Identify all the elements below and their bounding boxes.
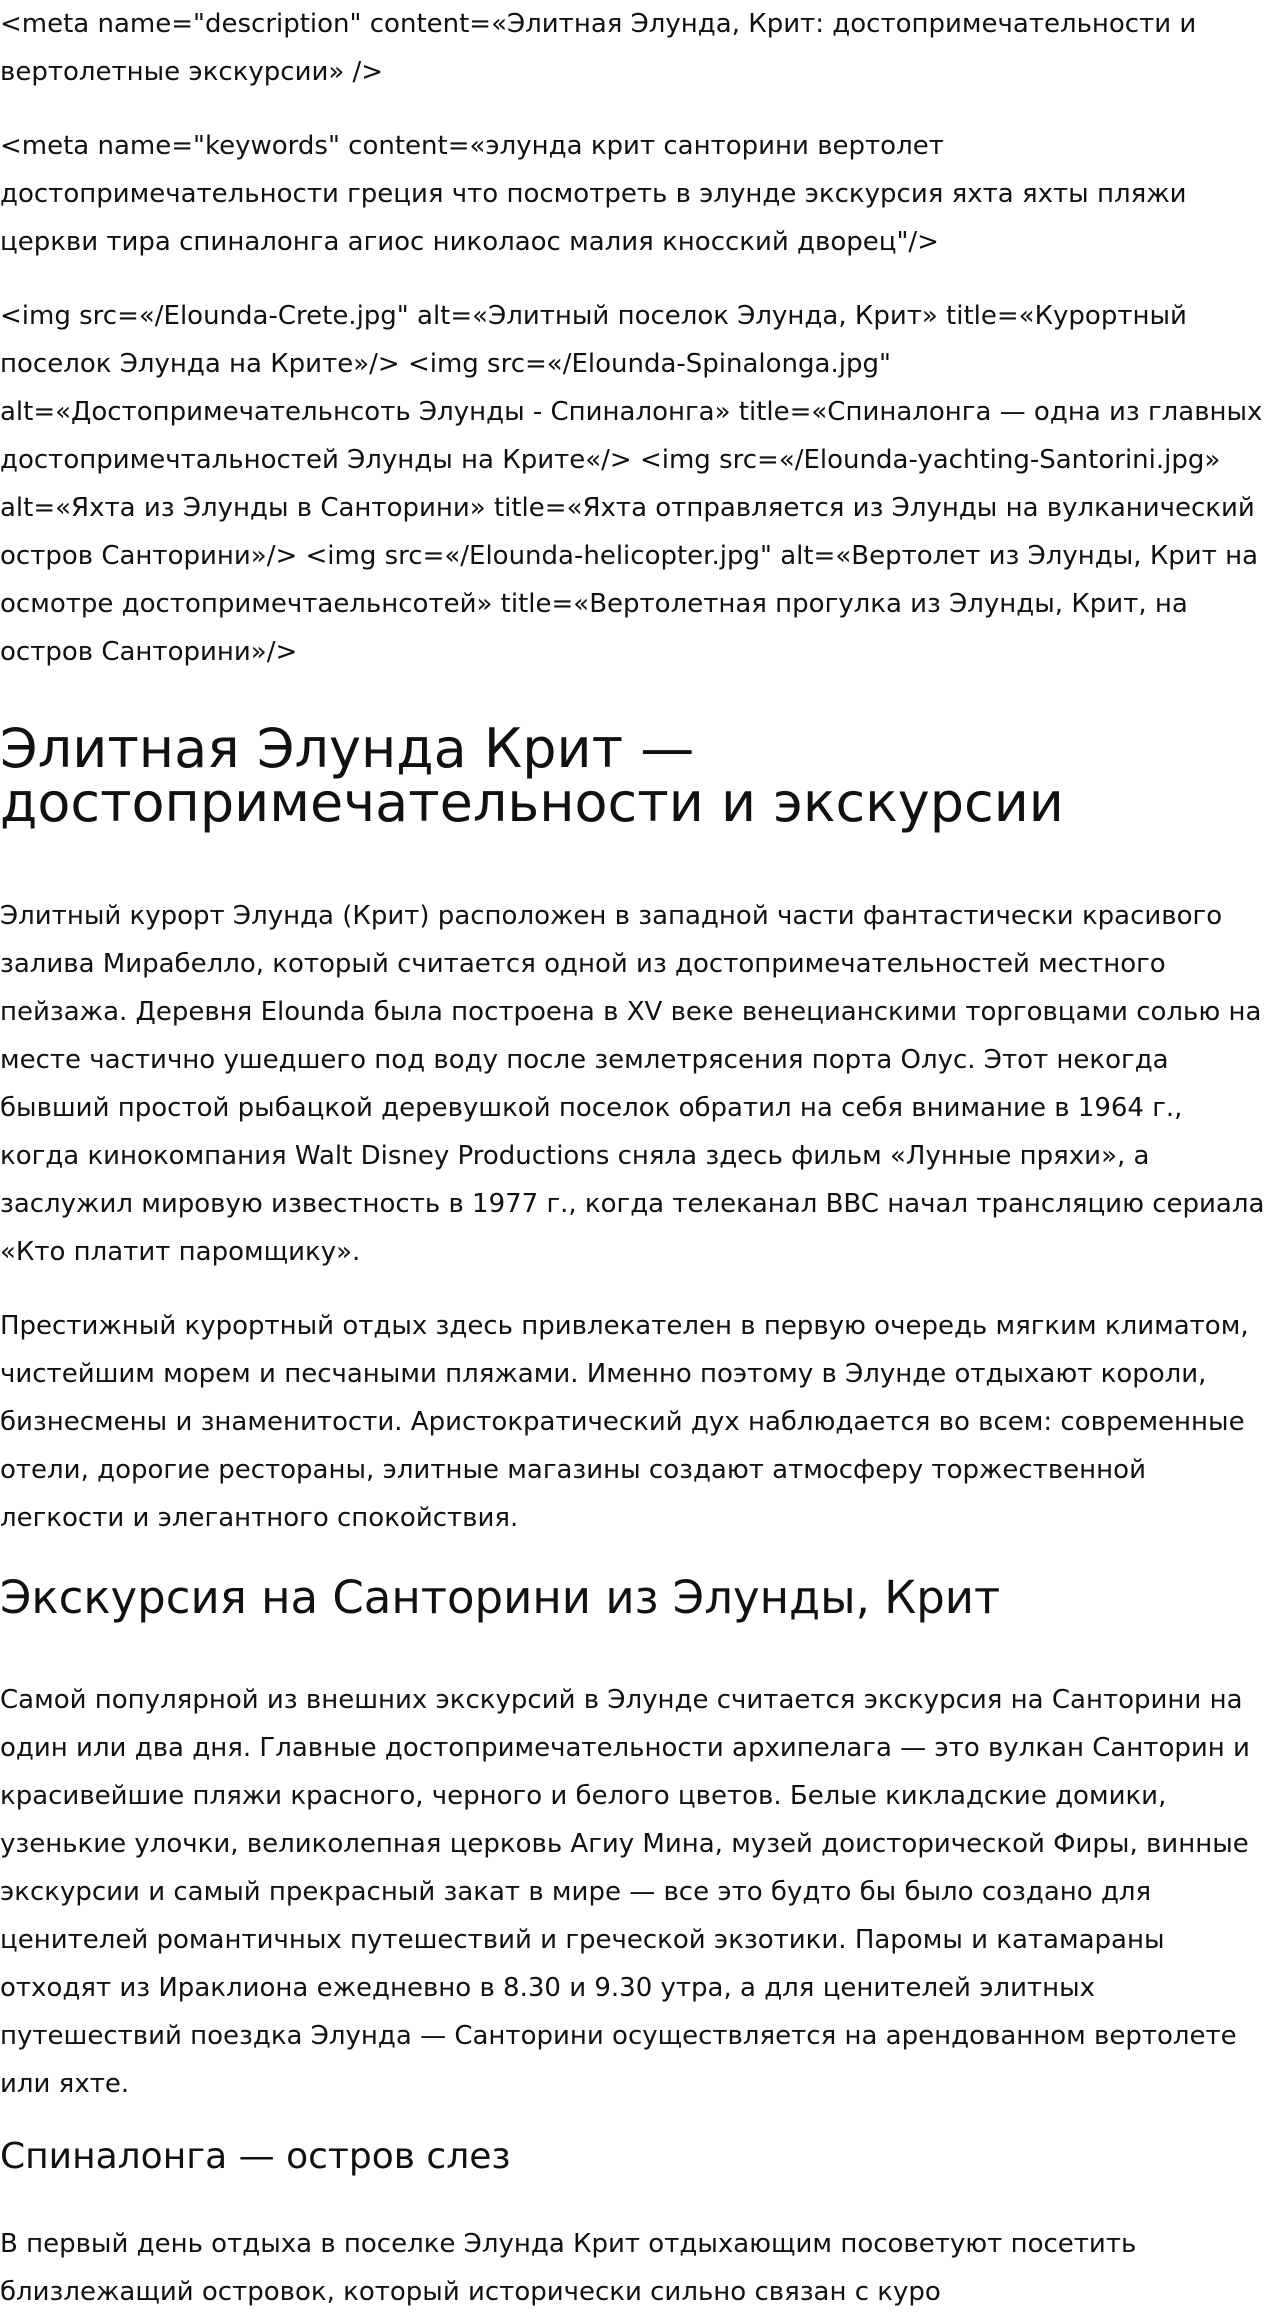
- intro-paragraph-1: Элитный курорт Элунда (Крит) расположен в западной части фантастически красивого залива Мирабелло, который считается одной из достопримечательностей местного пейзажа. Деревня Elounda была построена в XV веке венецианскими торговцами солью на месте частично ушедшего под воду после землетрясения порта Олус. Этот некогда бывший простой рыбацкой деревушкой поселок обратил на себя внимание в 1964 г., когда кинокомпания Walt Disney Productions сняла здесь фильм «Лунные пряхи», а заслужил мировую известность в 1977 г., когда телеканал BBC начал трансляцию сериала «Кто платит паромщику».: [0, 901, 1265, 1267]
- section-heading-spinalonga: Спиналонга — остров слез: [0, 2136, 511, 2177]
- spinalonga-paragraph: В первый день отдыха в поселке Элунда Крит отдыхающим посоветуют посетить близлежащий островок, который исторически сильно связан с куро: [0, 2229, 1137, 2307]
- section-heading-santorini: Экскурсия на Санторини из Элунды, Крит: [0, 1571, 1001, 1624]
- page-title: Элитная Элунда Крит — достопримечательности и экскурсии: [0, 717, 1064, 834]
- meta-keywords-code: <meta name="keywords" content=«элунда крит санторини вертолет достопримечательности греция что посмотреть в элунде экскурсия яхта яхты пляжи церкви тира спиналонга агиос николаос малия кносский дворец"/>: [0, 131, 1187, 257]
- intro-paragraph-2: Престижный курортный отдых здесь привлекателен в первую очередь мягким климатом, чистейшим морем и песчаными пляжами. Именно поэтому в Элунде отдыхают короли, бизнесмены и знаменитости. Аристократический дух наблюдается во всем: современные отели, дорогие рестораны, элитные магазины создают атмосферу торжественной легкости и элегантного спокойствия.: [0, 1311, 1249, 1533]
- img-tags-code: <img src=«/Elounda-Crete.jpg" alt=«Элитный поселок Элунда, Крит» title=«Курортный поселок Элунда на Крите»/> <img src=«/Elounda-Spinalonga.jpg" alt=«Достопримечательнсоть Элунды - Спиналонга» title=«Спиналонга — одна из главных достопримечтальностей Элунды на Крите«/> <img src=«/Elounda-yachting-Santorini.jpg» alt=«Яхта из Элунды в Санторини» title=«Яхта отправляется из Элунды на вулканический остров Санторини»/> <img src=«/Elounda-helicopter.jpg" alt=«Вертолет из Элунды, Крит на осмотре достопримечтаельнсотей» title=«Вертолетная прогулка из Элунды, Крит, на остров Санторини»/>: [0, 301, 1263, 667]
- meta-description-code: <meta name="description" content=«Элитная Элунда, Крит: достопримечательности и вертолетные экскурсии» />: [0, 9, 1197, 87]
- santorini-paragraph: Самой популярной из внешних экскурсий в Элунде считается экскурсия на Санторини на один или два дня. Главные достопримечательности архипелага — это вулкан Санторин и красивейшие пляжи красного, черного и белого цветов. Белые кикладские домики, узенькие улочки, великолепная церковь Агиу Мина, музей доисторической Фиры, винные экскурсии и самый прекрасный закат в мире — все это будто бы было создано для ценителей романтичных путешествий и греческой экзотики. Паромы и катамараны отходят из Ираклиона ежедневно в 8.30 и 9.30 утра, а для ценителей элитных путешествий поездка Элунда — Санторини осуществляется на арендованном вертолете или яхте.: [0, 1685, 1250, 2099]
